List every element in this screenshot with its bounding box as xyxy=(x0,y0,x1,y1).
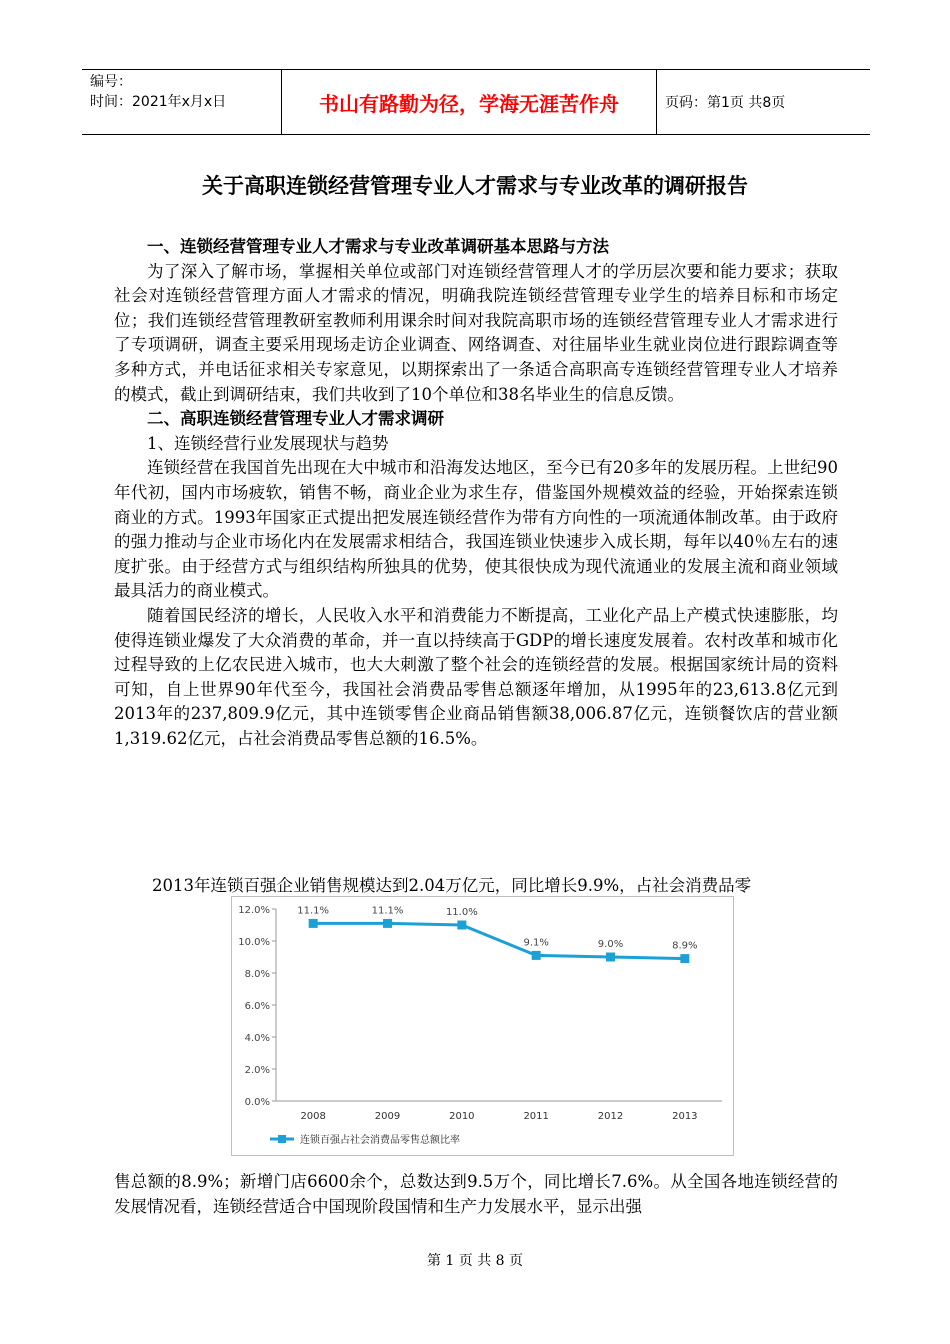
document-header xyxy=(82,69,870,135)
data-point xyxy=(606,953,615,962)
y-tick-label: 10.0% xyxy=(238,937,270,948)
section2-heading: 二、高职连锁经营管理专业人才需求调研 xyxy=(147,409,444,429)
y-tick-label: 2.0% xyxy=(244,1065,270,1076)
data-label: 8.9% xyxy=(672,940,698,952)
time-label: 时间：2021年x月x日 xyxy=(90,94,227,110)
y-tick-label: 4.0% xyxy=(244,1033,270,1044)
data-label: 11.0% xyxy=(445,907,478,918)
y-tick-label: 12.0% xyxy=(238,905,270,916)
section2-paragraph-3: 售总额的8.9%；新增门店6600余个，总数达到9.5万个，同比增长7.6%。从全国各地连锁经营的发展情况看，连锁经营适合中国现阶段国情和生产力发展水平，显示出强 xyxy=(114,1172,838,1216)
header-page-info: 页码：第1页 共8页 xyxy=(665,95,786,111)
header-motto: 书山有路勤为径，学海无涯苦作舟 xyxy=(282,70,657,134)
data-label: 9.1% xyxy=(523,937,549,949)
x-tick-label: 2009 xyxy=(374,1111,401,1122)
data-point xyxy=(309,919,318,928)
chart-svg xyxy=(232,897,733,1155)
data-point xyxy=(383,919,392,928)
y-tick-label: 6.0% xyxy=(244,1001,270,1012)
document-title: 关于高职连锁经营管理专业人才需求与专业改革的调研报告 xyxy=(202,174,748,198)
legend-marker xyxy=(278,1135,286,1143)
x-tick-label: 2008 xyxy=(300,1111,326,1122)
section2-paragraph-2: 随着国民经济的增长，人民收入水平和消费能力不断提高，工业化产品上产模式快速膨胀，均使得连锁业爆发了大众消费的革命，并一直以持续高于GDP的增长速度发展着。农村改革和城市化过程导致的上亿农民进入城市，也大大刺激了整个社会的连锁经营的发展。根据国家统计局的资料可知，自上世界90年代至今，我国社会消费品零售总额逐年增加，从1995年的23,613.8亿元到2013年的237,809.9亿元，其中连锁零售企业商品销售额38,006.87亿元，连锁餐饮店的营业额1,319.62亿元，占社会消费品零售总额的16.5%。 xyxy=(114,605,838,748)
data-point xyxy=(457,921,466,930)
x-tick-label: 2012 xyxy=(597,1111,624,1122)
series-line xyxy=(313,923,685,958)
header-meta-cell xyxy=(82,70,282,134)
data-label: 9.0% xyxy=(597,939,624,950)
legend-label: 连锁百强占社会消费品零售总额比率 xyxy=(300,1135,460,1146)
x-tick-label: 2013 xyxy=(672,1111,698,1122)
chart-caption: 2013年连锁百强企业销售规模达到2.04万亿元，同比增长9.9%，占社会消费品零 xyxy=(152,876,752,895)
section2-paragraph-1: 连锁经营在我国首先出现在大中城市和沿海发达地区，至今已有20多年的发展历程。上世纪90年代初，国内市场疲软，销售不畅，商业企业为求生存，借鉴国外规模效益的经验，开始探索连锁商业的方式。1993年国家正式提出把发展连锁经营作为带有方向性的一项流通体制改革。由于政府的强力推动与企业市场化内在发展需求相结合，我国连锁业快速步入成长期，每年以40％左右的速度扩张。由于经营方式与组织结构所独具的优势，使其很快成为现代流通业的发展主流和商业领域最具活力的商业模式。 xyxy=(114,458,838,601)
line-chart xyxy=(231,896,734,1156)
data-point xyxy=(680,954,689,963)
x-tick-label: 2010 xyxy=(449,1111,475,1122)
section1-heading: 一、连锁经营管理专业人才需求与专业改革调研基本思路与方法 xyxy=(147,237,609,256)
data-label: 11.1% xyxy=(297,905,330,917)
y-tick-label: 0.0% xyxy=(244,1097,270,1108)
y-tick-label: 8.0% xyxy=(244,969,270,980)
data-label: 11.1% xyxy=(371,905,404,917)
data-point xyxy=(532,951,541,960)
document-body xyxy=(114,235,838,751)
number-label: 编号： xyxy=(90,74,132,90)
section2-subheading: 1、连锁经营行业发展现状与趋势 xyxy=(147,433,389,453)
x-tick-label: 2011 xyxy=(523,1111,549,1122)
page-footer: 第 1 页 共 8 页 xyxy=(426,1253,524,1269)
section1-paragraph: 为了深入了解市场，掌握相关单位或部门对连锁经营管理人才的学历层次要和能力要求；获取社会对连锁经营管理方面人才需求的情况，明确我院连锁经营管理专业学生的培养目标和市场定位；我们连锁经营管理教研室教师利用课余时间对我院高职市场的连锁经营管理专业人才需求进行了专项调研，调查主要采用现场走访企业调查、网络调查、对往届毕业生就业岗位进行跟踪调查等多种方式，并电话征求相关专家意见，以期探索出了一条适合高职高专连锁经营管理专业人才培养的模式，截止到调研结束，我们共收到了10个单位和38名毕业生的信息反馈。 xyxy=(114,261,838,404)
document-body-continued xyxy=(114,1170,838,1219)
